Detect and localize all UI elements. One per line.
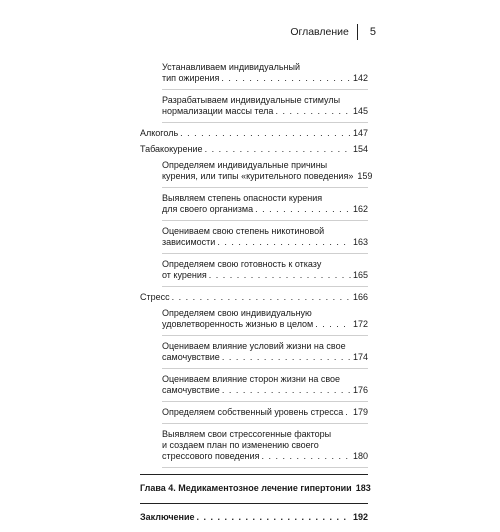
dot-leader (222, 352, 351, 363)
dot-leader (315, 319, 351, 330)
toc-entry-text: Определяем свою индивидуальную (162, 308, 312, 318)
toc-entry[interactable] (162, 374, 368, 402)
toc-entry-text: Разрабатываем индивидуальные стимулы (162, 95, 341, 105)
toc-entry[interactable] (162, 429, 368, 468)
toc-entry[interactable] (162, 193, 368, 221)
toc-entry-text: Определяем свою готовность к отказу (162, 259, 322, 269)
toc-entry[interactable] (162, 407, 368, 424)
toc-entry-text: Оцениваем влияние сторон жизни на свое (162, 374, 341, 384)
header-divider (357, 24, 358, 40)
page-number: 5 (369, 26, 376, 38)
toc-entry-title: стрессового поведения (162, 451, 260, 461)
toc-entry-page: 176 (352, 385, 368, 395)
dot-leader (197, 512, 351, 523)
toc-entry[interactable] (140, 144, 368, 155)
toc-entry-title: тип ожирения (162, 73, 220, 83)
toc-entry-page: 172 (352, 319, 368, 329)
divider (140, 474, 368, 475)
toc-entry[interactable] (162, 259, 368, 287)
toc-entry-page: 179 (352, 407, 368, 417)
dot-leader (345, 407, 351, 418)
toc-chapter-title: Заключение (140, 512, 195, 522)
toc-chapter-title: Глава 4. Медикаментозное лечение гипертонии (140, 483, 352, 493)
toc-entry-text: Выявляем степень опасности курения (162, 193, 323, 203)
dot-leader (221, 73, 351, 84)
toc-entry-text: Выявляем свои стрессогенные факторы (162, 429, 332, 439)
table-of-contents (140, 62, 373, 532)
toc-entry-page: 163 (352, 237, 368, 247)
toc-entry-page: 159 (357, 171, 373, 181)
toc-entry-title: самочувствие (162, 352, 220, 362)
toc-entry-page: 166 (352, 292, 368, 302)
toc-entry-text: Оцениваем свою степень никотиновой (162, 226, 325, 236)
header-title: Оглавление (290, 26, 349, 38)
divider (140, 503, 368, 504)
toc-entry[interactable] (162, 62, 368, 90)
dot-leader (209, 270, 351, 281)
dot-leader (180, 128, 351, 139)
toc-entry[interactable] (162, 160, 373, 188)
toc-entry-text: и создаем план по изменению своего (162, 440, 319, 450)
toc-entry-title: курения, или типы «курительного поведения» (162, 171, 354, 181)
toc-entry-title: Стресс (140, 292, 170, 302)
toc-entry-title: Табакокурение (140, 144, 203, 154)
toc-chapter-page: 183 (355, 483, 371, 493)
toc-entry[interactable] (140, 128, 368, 139)
dot-leader (262, 451, 351, 462)
dot-leader (222, 385, 351, 396)
toc-entry-title: удовлетворенность жизнью в целом (162, 319, 314, 329)
toc-chapter[interactable] (140, 512, 368, 523)
toc-entry-title: от курения (162, 270, 207, 280)
toc-chapter-page: 192 (352, 512, 368, 522)
dot-leader (255, 204, 351, 215)
toc-chapter[interactable] (140, 483, 371, 494)
toc-entry-page: 180 (352, 451, 368, 461)
toc-entry-text: Оцениваем влияние условий жизни на свое (162, 341, 346, 351)
dot-leader (172, 292, 351, 303)
toc-entry-page: 165 (352, 270, 368, 280)
toc-entry-title: нормализации массы тела (162, 106, 274, 116)
page-header (290, 24, 376, 40)
toc-entry-page: 147 (352, 128, 368, 138)
dot-leader (275, 106, 351, 117)
toc-entry[interactable] (162, 341, 368, 369)
toc-entry-page: 145 (352, 106, 368, 116)
toc-entry-text: Определяем индивидуальные причины (162, 160, 328, 170)
toc-entry[interactable] (162, 95, 368, 123)
toc-entry[interactable] (162, 226, 368, 254)
toc-entry-page: 142 (352, 73, 368, 83)
dot-leader (205, 144, 351, 155)
toc-entry-title: Определяем собственный уровень стресса (162, 407, 344, 417)
toc-entry-title: зависимости (162, 237, 216, 247)
toc-entry[interactable] (140, 292, 368, 303)
toc-entry-title: для своего организма (162, 204, 254, 214)
toc-entry[interactable] (162, 308, 368, 336)
toc-entry-title: Алкоголь (140, 128, 179, 138)
dot-leader (217, 237, 351, 248)
toc-entry-page: 154 (352, 144, 368, 154)
toc-entry-text: Устанавливаем индивидуальный (162, 62, 300, 72)
toc-entry-page: 162 (352, 204, 368, 214)
toc-entry-title: самочувствие (162, 385, 220, 395)
toc-entry-page: 174 (352, 352, 368, 362)
